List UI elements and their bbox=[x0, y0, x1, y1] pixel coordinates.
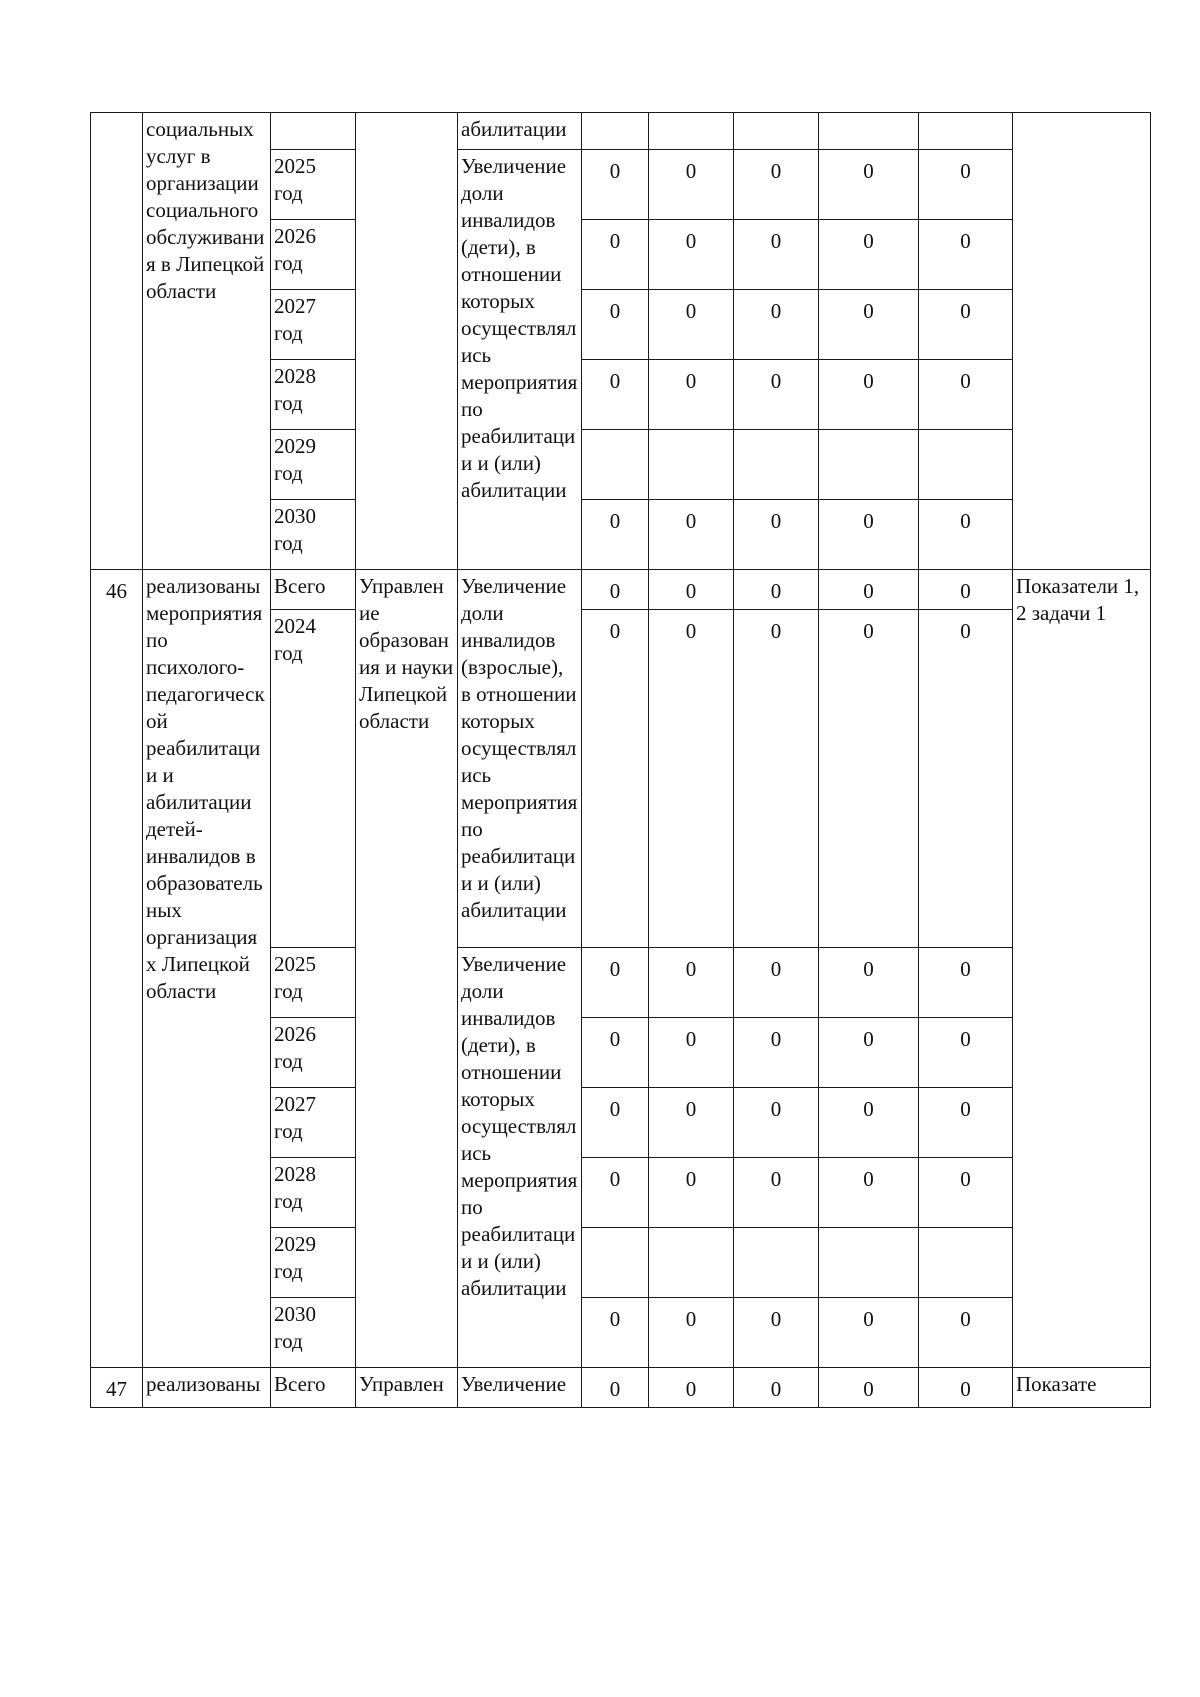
value-cell: 0 bbox=[734, 500, 819, 570]
year-cell: 2026 год bbox=[271, 220, 356, 290]
value-cell bbox=[582, 1228, 649, 1298]
value-cell: 0 bbox=[734, 150, 819, 220]
value-cell: 0 bbox=[649, 1018, 734, 1088]
value-cell: 0 bbox=[734, 1298, 819, 1368]
value-cell: 0 bbox=[649, 1368, 734, 1408]
value-cell: 0 bbox=[919, 220, 1013, 290]
measure-name-cell: реализованы мероприятия по психолого-педагогической реабилитации и абилитации детей-инвалидов в образовательных организациях Липецкой области bbox=[143, 570, 271, 1368]
value-cell: 0 bbox=[819, 150, 919, 220]
year-cell: 2029 год bbox=[271, 1228, 356, 1298]
value-cell bbox=[919, 1228, 1013, 1298]
year-cell: 2024 год bbox=[271, 610, 356, 948]
value-cell: 0 bbox=[582, 360, 649, 430]
total-label-cell: Всего bbox=[271, 1368, 356, 1408]
responsible-cell bbox=[356, 113, 458, 570]
value-cell: 0 bbox=[649, 360, 734, 430]
value-cell: 0 bbox=[819, 1368, 919, 1408]
value-cell: 0 bbox=[582, 1018, 649, 1088]
responsible-cell: Управление образования и науки Липецкой области bbox=[356, 570, 458, 1368]
value-cell: 0 bbox=[919, 1298, 1013, 1368]
year-cell: 2030 год bbox=[271, 500, 356, 570]
value-cell bbox=[734, 113, 819, 150]
value-cell: 0 bbox=[919, 500, 1013, 570]
value-cell: 0 bbox=[819, 1018, 919, 1088]
year-cell: 2026 год bbox=[271, 1018, 356, 1088]
value-cell: 0 bbox=[649, 570, 734, 610]
responsible-cell: Управлен bbox=[356, 1368, 458, 1408]
year-cell: 2027 год bbox=[271, 290, 356, 360]
value-cell: 0 bbox=[582, 570, 649, 610]
row-number-cell: 46 bbox=[91, 570, 143, 1368]
value-cell: 0 bbox=[582, 1088, 649, 1158]
year-cell bbox=[271, 113, 356, 150]
value-cell: 0 bbox=[582, 948, 649, 1018]
indicator-cell: Увеличение доли инвалидов (дети), в отношении которых осуществлялись мероприятия по реабилитации и (или) абилитации bbox=[458, 948, 582, 1368]
year-cell: 2025 год bbox=[271, 948, 356, 1018]
value-cell: 0 bbox=[819, 1088, 919, 1158]
value-cell: 0 bbox=[582, 1368, 649, 1408]
value-cell: 0 bbox=[819, 360, 919, 430]
indicator-cell: абилитации bbox=[458, 113, 582, 150]
value-cell bbox=[649, 1228, 734, 1298]
table-row bbox=[91, 570, 1151, 610]
row-number-cell bbox=[91, 113, 143, 570]
value-cell: 0 bbox=[649, 1158, 734, 1228]
value-cell: 0 bbox=[734, 1158, 819, 1228]
value-cell: 0 bbox=[582, 220, 649, 290]
value-cell: 0 bbox=[582, 1158, 649, 1228]
measure-name-cell: реализованы bbox=[143, 1368, 271, 1408]
value-cell: 0 bbox=[819, 948, 919, 1018]
value-cell: 0 bbox=[919, 570, 1013, 610]
value-cell: 0 bbox=[819, 570, 919, 610]
value-cell: 0 bbox=[649, 500, 734, 570]
value-cell bbox=[734, 430, 819, 500]
value-cell bbox=[649, 430, 734, 500]
value-cell: 0 bbox=[582, 500, 649, 570]
value-cell: 0 bbox=[819, 1158, 919, 1228]
total-label-cell: Всего bbox=[271, 570, 356, 610]
indicator-cell: Увеличение доли инвалидов (дети), в отношении которых осуществлялись мероприятия по реабилитации и (или) абилитации bbox=[458, 150, 582, 570]
indicator-cell: Увеличение bbox=[458, 1368, 582, 1408]
value-cell: 0 bbox=[582, 290, 649, 360]
value-cell: 0 bbox=[919, 1088, 1013, 1158]
program-measures-table bbox=[90, 112, 1151, 1408]
table-row bbox=[91, 113, 1151, 150]
value-cell: 0 bbox=[919, 1368, 1013, 1408]
value-cell: 0 bbox=[734, 610, 819, 948]
measure-name-cell: социальных услуг в организации социального обслуживания в Липецкой области bbox=[143, 113, 271, 570]
value-cell bbox=[919, 113, 1013, 150]
value-cell: 0 bbox=[919, 1018, 1013, 1088]
value-cell: 0 bbox=[582, 150, 649, 220]
table-row bbox=[91, 1368, 1151, 1408]
year-cell: 2029 год bbox=[271, 430, 356, 500]
value-cell: 0 bbox=[649, 948, 734, 1018]
year-cell: 2027 год bbox=[271, 1088, 356, 1158]
value-cell: 0 bbox=[919, 610, 1013, 948]
value-cell bbox=[734, 1228, 819, 1298]
value-cell: 0 bbox=[734, 220, 819, 290]
value-cell bbox=[819, 113, 919, 150]
year-cell: 2025 год bbox=[271, 150, 356, 220]
result-link-cell: Показате bbox=[1013, 1368, 1151, 1408]
value-cell: 0 bbox=[919, 360, 1013, 430]
value-cell: 0 bbox=[649, 290, 734, 360]
year-cell: 2030 год bbox=[271, 1298, 356, 1368]
result-link-cell: Показатели 1, 2 задачи 1 bbox=[1013, 570, 1151, 1368]
value-cell bbox=[919, 430, 1013, 500]
value-cell: 0 bbox=[649, 220, 734, 290]
indicator-cell: Увеличение доли инвалидов (взрослые), в отношении которых осуществлялись мероприятия по реабилитации и (или) абилитации bbox=[458, 570, 582, 948]
value-cell bbox=[582, 430, 649, 500]
value-cell: 0 bbox=[649, 610, 734, 948]
value-cell: 0 bbox=[734, 1368, 819, 1408]
value-cell: 0 bbox=[734, 290, 819, 360]
value-cell: 0 bbox=[734, 1018, 819, 1088]
value-cell: 0 bbox=[649, 1088, 734, 1158]
value-cell: 0 bbox=[734, 360, 819, 430]
value-cell: 0 bbox=[919, 150, 1013, 220]
value-cell: 0 bbox=[734, 570, 819, 610]
year-cell: 2028 год bbox=[271, 1158, 356, 1228]
value-cell: 0 bbox=[582, 1298, 649, 1368]
year-cell: 2028 год bbox=[271, 360, 356, 430]
value-cell: 0 bbox=[919, 290, 1013, 360]
value-cell bbox=[819, 1228, 919, 1298]
value-cell: 0 bbox=[919, 948, 1013, 1018]
value-cell: 0 bbox=[819, 290, 919, 360]
value-cell: 0 bbox=[819, 1298, 919, 1368]
result-link-cell bbox=[1013, 113, 1151, 570]
value-cell bbox=[582, 113, 649, 150]
value-cell: 0 bbox=[649, 150, 734, 220]
value-cell: 0 bbox=[919, 1158, 1013, 1228]
row-number-cell: 47 bbox=[91, 1368, 143, 1408]
value-cell: 0 bbox=[734, 1088, 819, 1158]
value-cell: 0 bbox=[649, 1298, 734, 1368]
value-cell: 0 bbox=[819, 610, 919, 948]
value-cell bbox=[649, 113, 734, 150]
value-cell: 0 bbox=[819, 500, 919, 570]
value-cell bbox=[819, 430, 919, 500]
value-cell: 0 bbox=[582, 610, 649, 948]
value-cell: 0 bbox=[819, 220, 919, 290]
value-cell: 0 bbox=[734, 948, 819, 1018]
